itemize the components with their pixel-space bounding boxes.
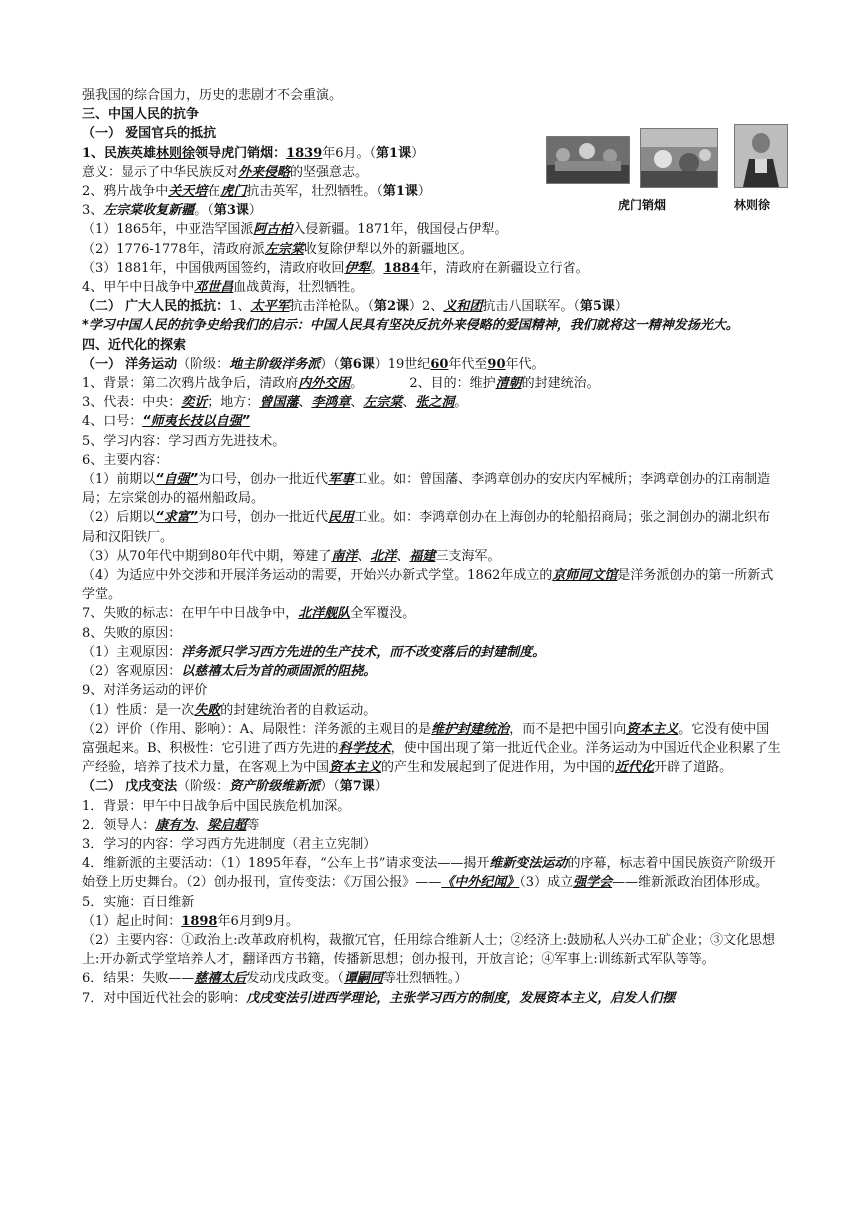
line: 5．实施：百日维新	[82, 894, 195, 910]
paragraph: （1）前期以“自强”为口号，创办一批近代军事工业。如：曾国藩、李鸿章创办的安庆内军械所；李鸿章创办的江南制造局；左宗棠创办的福州船政局。	[82, 472, 771, 507]
section-heading: 四、近代化的探索	[82, 337, 187, 353]
document-body	[82, 86, 782, 1008]
line: 2．领导人：康有为、梁启超等	[82, 817, 260, 833]
line: 4、口号：“师夷长技以自强”	[82, 414, 251, 430]
line: 3．学习的内容：学习西方先进制度（君主立宪制）	[82, 836, 377, 852]
line: 6、主要内容：	[82, 452, 169, 468]
line: 1．背景：甲午中日战争后中国民族危机加深。	[82, 798, 351, 814]
humen-photo-right	[640, 128, 718, 188]
line: 3、左宗棠收复新疆。（第3课）	[82, 203, 262, 219]
lin-zexu-portrait	[734, 124, 788, 188]
line: 7、失败的标志：在甲午中日战争中，北洋舰队全军覆没。	[82, 606, 416, 622]
line: （1）1865年，中亚浩罕国派阿古柏入侵新疆。1871年，俄国侵占伊犁。	[82, 222, 508, 238]
line: 8、失败的原因：	[82, 625, 182, 641]
photo-caption-humen: 虎门销烟	[618, 198, 667, 212]
paragraph: *学习中国人民的抗争史给我们的启示：中国人民具有坚决反抗外来侵略的爱国精神，我们就将这一精神发扬光大。	[82, 318, 739, 334]
line: （1）主观原因：洋务派只学习西方先进的生产技术，而不改变落后的封建制度。	[82, 644, 546, 660]
paragraph: （4）为适应中外交涉和开展洋务运动的需要，开始兴办新式学堂。1862年成立的京师同文馆是洋务派创办的第一所新式学堂。	[82, 568, 774, 603]
line: 9、对洋务运动的评价	[82, 683, 208, 699]
paragraph: （2）主要内容：①政治上:改革政府机构，裁撤冗官，任用综合维新人士；②经济上:鼓励私人兴办工矿企业；③文化思想上:开办新式学堂培养人才，翻译西方书籍，传播新思想；创办报刊，开放言论；④军事上:训练新式军队等等。	[82, 932, 776, 968]
line: （1）性质：是一次失败的封建统治者的自救运动。	[82, 702, 377, 718]
line: （二） 广大人民的抵抗：1、太平军抗击洋枪队。（第2课）2、义和团抗击八国联军。（第5课）	[82, 299, 628, 315]
paragraph: （2）后期以“求富”为口号，创办一批近代民用工业。如：李鸿章创办在上海创办的轮船招商局；张之洞创办的湖北织布局和汉阳铁厂。	[82, 510, 771, 545]
section-heading: 三、中国人民的抗争	[82, 107, 200, 123]
line: 6．结果：失败——慈禧太后发动戊戌政变。（谭嗣同等壮烈牺牲。）	[82, 971, 468, 987]
photo-caption-lin-zexu: 林则徐	[734, 198, 771, 212]
subsection-heading: （二） 戊戌变法（阶级：资产阶级维新派）（第7课）	[82, 779, 388, 795]
line: （3）从70年代中期到80年代中期，筹建了南洋、北洋、福建三支海军。	[82, 548, 501, 564]
line: 2、鸦片战争中关天培在虎门抗击英军，壮烈牺牲。（第1课）	[82, 184, 431, 200]
paragraph: 4．维新派的主要活动：（1）1895年春，“公车上书”请求变法——揭开维新变法运动的序幕，标志着中国民族资产阶级开始登上历史舞台。（2）创办报刊，宣传变法：《万国公报》——《中外纪闻》（3）成立强学会——维新派政治团体形成。	[82, 856, 776, 891]
line: 意义：显示了中华民族反对外来侵略的坚强意志。	[82, 164, 369, 180]
humen-photo-left	[546, 136, 630, 184]
line: 3、代表：中央：奕䜣；地方：曾国藩、李鸿章、左宗棠、张之洞。	[82, 395, 468, 411]
line: 7．对中国近代社会的影响：戊戌变法引进西学理论，主张学习西方的制度，发展资本主义，启发人们摆	[82, 990, 676, 1006]
paragraph: （2）评价（作用、影响）：A、局限性：洋务派的主观目的是维护封建统治，而不是把中国引向资本主义。它没有使中国富强起来。B、积极性：它引进了西方先进的科学技术，使中国出现了第一批近代企业。洋务运动为中国近代企业积累了生产经验，培养了技术力量，在客观上为中国资本主义的产生和发展起到了促进作用，为中国的近代化开辟了道路。	[82, 721, 781, 776]
line: 4、甲午中日战争中邓世昌血战黄海，壮烈牺牲。	[82, 280, 364, 296]
line: 1、背景：第二次鸦片战争后，清政府内外交困。 2、目的：维护清朝的封建统治。	[82, 376, 600, 392]
line: （3）1881年，中国俄两国签约，清政府收回伊犁。1884年，清政府在新疆设立行省。	[82, 260, 589, 276]
line: 强我国的综合国力，历史的悲剧才不会重演。	[82, 88, 343, 103]
subsection-heading: （一） 爱国官兵的抵抗	[82, 126, 217, 142]
line: （2）1776-1778年，清政府派左宗棠收复除伊犁以外的新疆地区。	[82, 241, 473, 257]
line: 1、民族英雄林则徐领导虎门销烟：1839年6月。（第1课）	[82, 145, 425, 161]
line: （1）起止时间：1898年6月到9月。	[82, 913, 300, 929]
line: 5、学习内容：学习西方先进技术。	[82, 433, 286, 449]
line: （2）客观原因：以慈禧太后为首的顽固派的阻挠。	[82, 664, 377, 680]
photo-group	[546, 124, 786, 210]
subsection-heading: （一） 洋务运动（阶级：地主阶级洋务派）（第6课）19世纪60年代至90年代。	[82, 356, 545, 372]
